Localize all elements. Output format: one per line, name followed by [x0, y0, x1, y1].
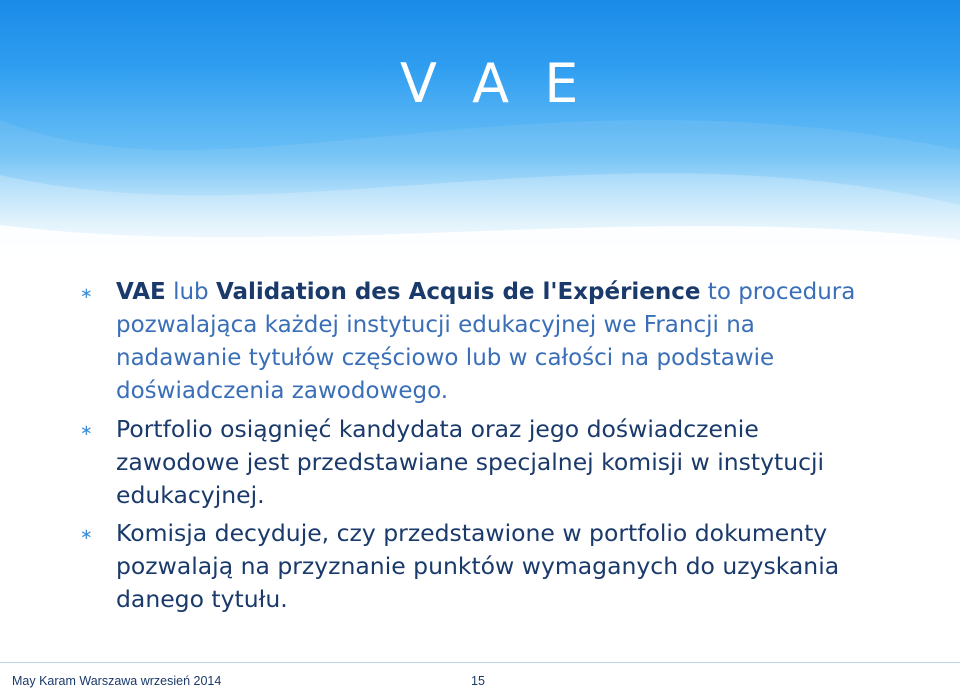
asterisk-bullet-icon: ∗	[80, 525, 93, 543]
bullet-text: lub	[165, 279, 216, 305]
bullet-text: Komisja decyduje, czy przedstawione w portfolio dokumenty pozwalają na przyznanie punktów wymaganych do uzyskania danego tytułu.	[116, 519, 840, 613]
footer-divider	[0, 662, 960, 663]
bullet-item	[76, 276, 876, 408]
footer-author: May Karam Warszawa wrzesień 2014	[12, 674, 222, 688]
bullet-list	[76, 276, 876, 621]
bullet-item	[76, 413, 876, 512]
asterisk-bullet-icon: ∗	[80, 421, 93, 439]
slide-number: 15	[471, 674, 485, 688]
term-full-name: Validation des Acquis de l'Expérience	[215, 279, 701, 305]
bullet-text: to procedura pozwalająca każdej instytucji edukacyjnej we Francji na nadawanie tytułów częściowo lub w całości na podstawie doświadczenia zawodowego.	[116, 279, 856, 404]
bullet-text: Portfolio osiągnięć kandydata oraz jego doświadczenie zawodowe jest przedstawiane specjalnej komisji w instytucji edukacyjnej.	[116, 415, 825, 509]
slide-title: V A E	[400, 52, 588, 115]
asterisk-bullet-icon: ∗	[80, 284, 93, 302]
header-wave-decoration	[0, 0, 960, 260]
bullet-item	[76, 517, 876, 616]
term-abbreviation: VAE	[116, 279, 166, 305]
